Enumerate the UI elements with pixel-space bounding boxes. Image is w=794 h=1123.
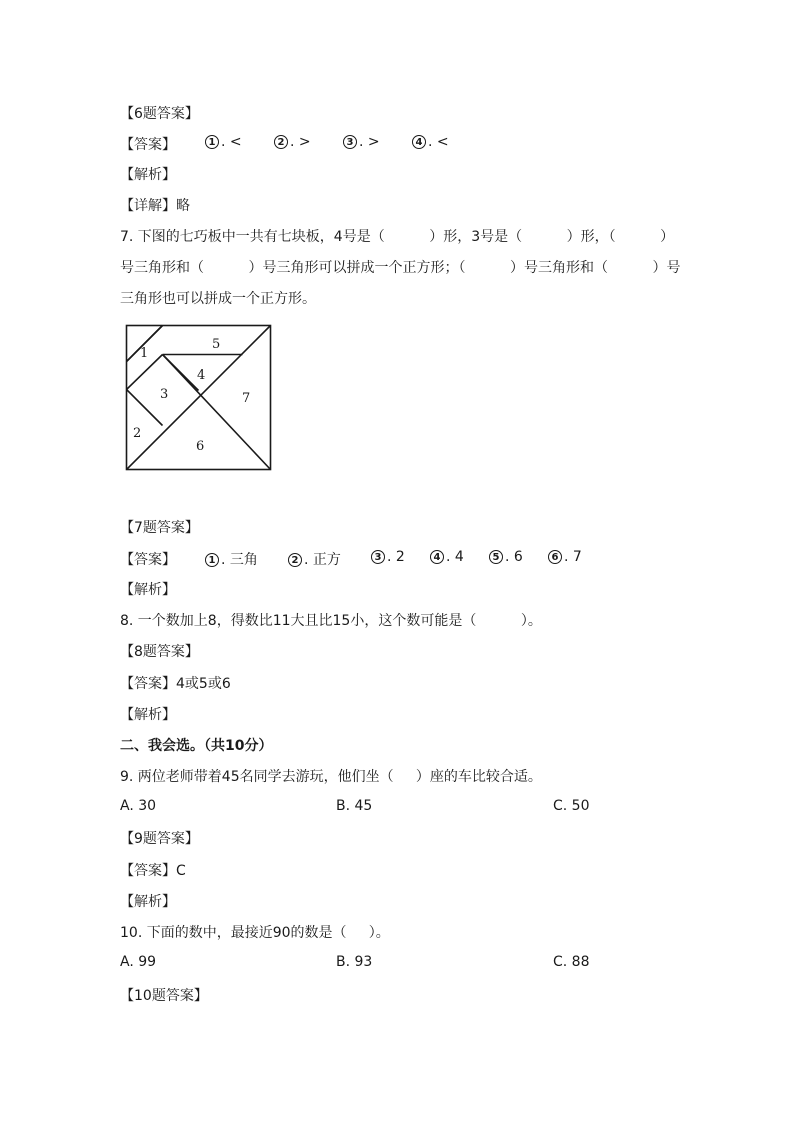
circled-number: 4 — [430, 550, 444, 564]
circled-number: 1 — [205, 553, 219, 567]
circled-number: 2 — [288, 553, 302, 567]
q10-question: 10. 下面的数中，最接近90的数是（ ）。 — [120, 925, 390, 941]
q8-answer: 【答案】4或5或6 — [120, 676, 231, 692]
q9-analysis-label: 【解析】 — [120, 894, 176, 910]
q7-answer-6: 6 . 7 — [548, 549, 582, 565]
tangram-label-7: 7 — [242, 391, 251, 406]
q10-option-c: C. 88 — [553, 954, 590, 970]
q9-option-b: B. 45 — [336, 798, 373, 814]
q9-header: 【9题答案】 — [120, 831, 199, 847]
q7-answer-5: 5 . 6 — [489, 549, 523, 565]
tangram-edge — [127, 390, 163, 426]
tangram-edge — [163, 355, 199, 391]
tangram-label-3: 3 — [160, 387, 169, 402]
q7-analysis-label: 【解析】 — [120, 582, 176, 598]
q8-header: 【8题答案】 — [120, 644, 199, 660]
q7-question-line1: 7. 下图的七巧板中一共有七块板，4号是（ ）形，3号是（ ）形，（ ） — [120, 229, 675, 245]
circled-number: 5 — [489, 550, 503, 564]
q10-header: 【10题答案】 — [120, 988, 208, 1004]
tangram-label-4: 4 — [197, 368, 206, 383]
q9-option-c: C. 50 — [553, 798, 590, 814]
q7-answer-label: 【答案】 — [120, 552, 176, 568]
q7-question-line2: 号三角形和（ ）号三角形可以拼成一个正方形；（ ）号三角形和（ ）号 — [120, 260, 681, 276]
q6-answer-3: 3 . > — [343, 134, 380, 150]
q7-answer-3: 3 . 2 — [371, 549, 405, 565]
q8-analysis-label: 【解析】 — [120, 707, 176, 723]
q7-answer-1: 1 . 三角 — [205, 549, 258, 569]
tangram-label-5: 5 — [212, 337, 221, 352]
tangram-label-1: 1 — [140, 346, 149, 361]
q6-answer-label: 【答案】 — [120, 137, 176, 153]
circled-number: 4 — [412, 135, 426, 149]
tangram-label-6: 6 — [196, 439, 205, 454]
q6-detail: 【详解】略 — [120, 198, 190, 214]
q7-answer-2: 2 . 正方 — [288, 549, 341, 569]
circled-number: 3 — [343, 135, 357, 149]
q6-analysis-label: 【解析】 — [120, 167, 176, 183]
q6-answer-4: 4 . < — [412, 134, 449, 150]
circled-number: 1 — [205, 135, 219, 149]
q7-answer-4: 4 . 4 — [430, 549, 464, 565]
circled-number: 6 — [548, 550, 562, 564]
circled-number: 2 — [274, 135, 288, 149]
tangram-figure — [120, 320, 280, 476]
tangram-label-2: 2 — [133, 426, 142, 441]
q6-header: 【6题答案】 — [120, 106, 199, 122]
q9-option-a: A. 30 — [120, 798, 157, 814]
q6-answer-1: 1 . < — [205, 134, 242, 150]
q9-question: 9. 两位老师带着45名同学去游玩，他们坐（ ）座的车比较合适。 — [120, 769, 542, 785]
q7-header: 【7题答案】 — [120, 520, 199, 536]
q6-answer-2: 2 . > — [274, 134, 311, 150]
section-title: 二、我会选。（共10分） — [120, 738, 273, 754]
q10-option-a: A. 99 — [120, 954, 157, 970]
q8-question: 8. 一个数加上8，得数比11大且比15小，这个数可能是（ ）。 — [120, 613, 542, 629]
q7-question-line3: 三角形也可以拼成一个正方形。 — [120, 291, 316, 307]
q9-answer: 【答案】C — [120, 863, 186, 879]
circled-number: 3 — [371, 550, 385, 564]
q10-option-b: B. 93 — [336, 954, 373, 970]
